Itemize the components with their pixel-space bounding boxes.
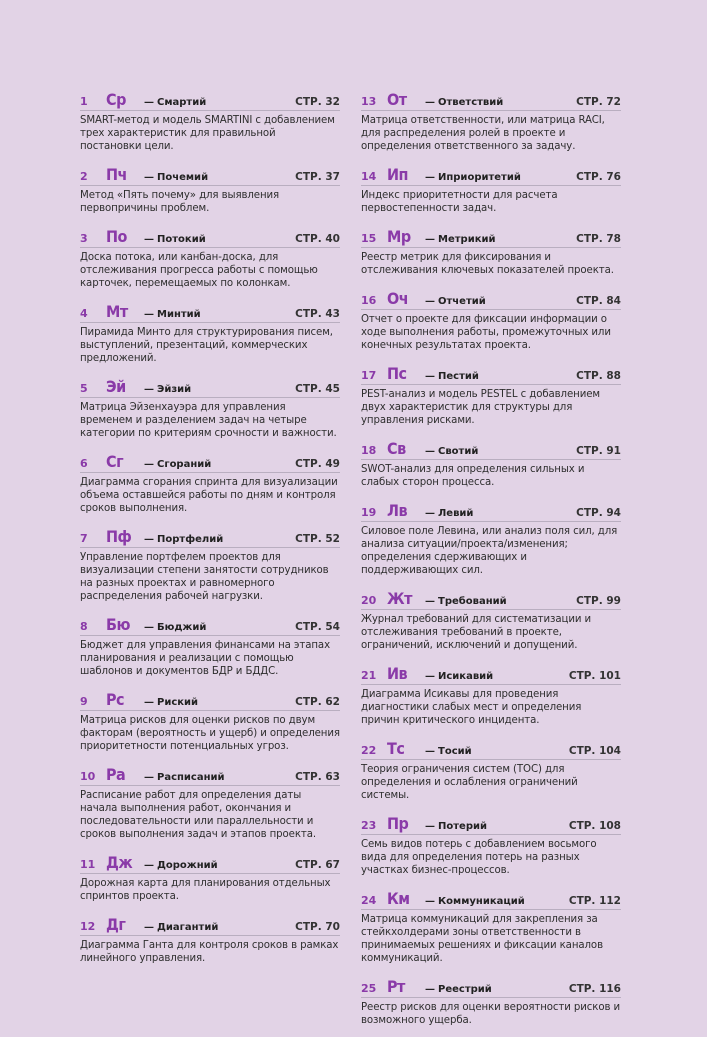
entry-page-ref: СТР. 99: [576, 595, 621, 607]
entry-name: Потокий: [157, 234, 206, 245]
entry-number: 10: [80, 770, 96, 783]
entry-title: [144, 384, 191, 395]
entry-dash: —: [144, 697, 154, 708]
entry-page-ref: СТР. 116: [568, 983, 621, 995]
entry-number: 21: [361, 669, 377, 682]
entry-symbol: Жт: [387, 589, 412, 608]
entry-header: [361, 437, 621, 460]
entry-page-ref: СТР. 49: [295, 458, 340, 470]
entry-page-ref: СТР. 94: [576, 507, 621, 519]
entry-symbol: Рт: [387, 977, 405, 996]
entry-description: PEST-анализ и модель PESTEL с добавлением двух характеристик для структуры для управления рисками.: [361, 389, 600, 426]
entry-title: [144, 922, 218, 933]
entry-header: [80, 913, 340, 936]
entry-dash: —: [144, 234, 154, 245]
entry-page-ref: СТР. 78: [576, 233, 621, 245]
entry-number: 17: [361, 369, 377, 382]
entry-header: [80, 225, 340, 248]
entry-name: Свотий: [438, 446, 479, 457]
entry-description: Реестр рисков для оценки вероятности рисков и возможного ущерба.: [361, 1002, 621, 1026]
entry-page-ref: СТР. 88: [576, 370, 621, 382]
entry-number: 18: [361, 444, 377, 457]
entry-title: [425, 97, 503, 108]
contents-entry: [361, 587, 621, 652]
entry-dash: —: [425, 446, 435, 457]
entry-title: [144, 697, 198, 708]
contents-entry: [80, 163, 340, 215]
entry-page-ref: СТР. 63: [295, 771, 340, 783]
entry-title: [425, 296, 486, 307]
entry-title: [144, 234, 206, 245]
entry-number: 19: [361, 506, 377, 519]
entry-symbol: Бю: [106, 615, 130, 634]
contents-entry: [361, 163, 621, 215]
entry-name: Метрикий: [438, 234, 496, 245]
entry-name: Дорожний: [157, 860, 218, 871]
entry-symbol: Тс: [387, 739, 405, 758]
entry-name: Смартий: [157, 97, 207, 108]
contents-entry: [80, 88, 340, 153]
entry-description: Управление портфелем проектов для визуализации степени занятости сотрудников на разных проектах и равномерного распределения рабочей нагрузки.: [80, 552, 329, 602]
entry-number: 25: [361, 982, 377, 995]
entry-dash: —: [425, 97, 435, 108]
entry-symbol: Сг: [106, 452, 124, 471]
entry-title: [425, 896, 525, 907]
entry-description: Матрица Эйзенхауэра для управления временем и разделением задач на четыре категории по критериям срочности и важности.: [80, 402, 337, 439]
entry-number: 20: [361, 594, 377, 607]
contents-entry: [361, 887, 621, 965]
entry-header: [80, 851, 340, 874]
contents-entry: [361, 437, 621, 489]
entry-symbol: От: [387, 90, 407, 109]
entry-page-ref: СТР. 104: [568, 745, 621, 757]
contents-entry: [361, 737, 621, 802]
entry-description: Доска потока, или канбан-доска, для отслеживания прогресса работы с помощью карточек, перемещаемых по колонкам.: [80, 252, 318, 289]
entry-number: 12: [80, 920, 96, 933]
entry-page-ref: СТР. 54: [295, 621, 340, 633]
entry-number: 14: [361, 170, 377, 183]
entry-description: Диаграмма Исикавы для проведения диагностики слабых мест и определения причин критического инцидента.: [361, 689, 582, 726]
entry-symbol: Св: [387, 439, 406, 458]
entry-title: [425, 746, 472, 757]
entry-page-ref: СТР. 52: [295, 533, 340, 545]
entry-title: [425, 508, 473, 519]
entry-dash: —: [425, 896, 435, 907]
entry-page-ref: СТР. 62: [295, 696, 340, 708]
entry-description: Расписание работ для определения даты начала выполнения работ, окончания и последовательности или параллельности и сроков выполнения задач и этапов проекта.: [80, 790, 317, 840]
entry-header: [361, 362, 621, 385]
entry-number: 15: [361, 232, 377, 245]
entry-description: Отчет о проекте для фиксации информации о ходе выполнения работы, промежуточных или конечных результатах проекта.: [361, 314, 611, 351]
entry-dash: —: [144, 534, 154, 545]
entry-title: [144, 459, 211, 470]
entry-name: Потерий: [438, 821, 487, 832]
entry-number: 2: [80, 170, 88, 183]
entry-symbol: Пр: [387, 814, 409, 833]
entry-name: Левий: [438, 508, 474, 519]
entry-title: [425, 596, 507, 607]
entry-name: Минтий: [157, 309, 201, 320]
entry-name: Диагантий: [157, 922, 219, 933]
entry-header: [361, 737, 621, 760]
entry-dash: —: [144, 97, 154, 108]
contents-entry: [80, 613, 340, 678]
entry-number: 5: [80, 382, 88, 395]
entry-description: SMART-метод и модель SMARTINI с добавлением трех характеристик для правильной постановки цели.: [80, 115, 335, 152]
entry-symbol: Ср: [106, 90, 126, 109]
entry-description: Силовое поле Левина, или анализ поля сил, для анализа ситуации/проекта/изменения; определения сдерживающих и поддерживающих сил.: [361, 526, 618, 576]
contents-entry: [361, 499, 621, 577]
entry-number: 16: [361, 294, 377, 307]
entry-symbol: Эй: [106, 377, 126, 396]
entry-header: [80, 613, 340, 636]
contents-entry: [361, 225, 621, 277]
entry-page-ref: СТР. 101: [568, 670, 621, 682]
entry-page-ref: СТР. 43: [295, 308, 340, 320]
entry-header: [361, 812, 621, 835]
entry-symbol: Оч: [387, 289, 409, 308]
entry-symbol: Ип: [387, 165, 408, 184]
entry-symbol: Рс: [106, 690, 125, 709]
entry-page-ref: СТР. 72: [576, 96, 621, 108]
entry-dash: —: [425, 234, 435, 245]
entry-header: [361, 975, 621, 998]
right-column: [361, 88, 621, 1037]
entry-number: 13: [361, 95, 377, 108]
entry-title: [425, 671, 493, 682]
entry-number: 4: [80, 307, 88, 320]
entry-symbol: Ив: [387, 664, 408, 683]
entry-dash: —: [144, 384, 154, 395]
entry-page-ref: СТР. 84: [576, 295, 621, 307]
entry-dash: —: [425, 371, 435, 382]
contents-entry: [80, 225, 340, 290]
contents-entry: [80, 688, 340, 753]
entry-description: Матрица коммуникаций для закрепления за стейкхолдерами зоны ответственности в принимаемых решениях и фиксации каналов коммуникаций.: [361, 914, 603, 964]
entry-dash: —: [425, 296, 435, 307]
entry-title: [144, 860, 218, 871]
entry-dash: —: [425, 596, 435, 607]
entry-number: 8: [80, 620, 88, 633]
entry-header: [80, 300, 340, 323]
contents-entry: [80, 851, 340, 903]
entry-name: Эйзий: [157, 384, 192, 395]
entry-page-ref: СТР. 32: [295, 96, 340, 108]
entry-header: [80, 525, 340, 548]
entry-page-ref: СТР. 70: [295, 921, 340, 933]
entry-dash: —: [144, 459, 154, 470]
entry-page-ref: СТР. 108: [568, 820, 621, 832]
entry-header: [361, 587, 621, 610]
entry-number: 11: [80, 858, 96, 871]
contents-entry: [361, 362, 621, 427]
entry-number: 22: [361, 744, 377, 757]
entry-name: Риский: [157, 697, 199, 708]
entry-name: Портфелий: [157, 534, 224, 545]
entry-symbol: Лв: [387, 501, 408, 520]
entry-description: Пирамида Минто для структурирования писем, выступлений, презентаций, коммерческих предложений.: [80, 327, 333, 364]
entry-name: Отчетий: [438, 296, 486, 307]
entry-page-ref: СТР. 91: [576, 445, 621, 457]
entry-symbol: По: [106, 227, 127, 246]
entry-dash: —: [425, 746, 435, 757]
entry-name: Иприоритетий: [438, 172, 521, 183]
entry-description: Дорожная карта для планирования отдельных спринтов проекта.: [80, 878, 331, 902]
entry-header: [361, 287, 621, 310]
entry-name: Тосий: [438, 746, 472, 757]
entry-description: Журнал требований для систематизации и отслеживания требований в проекте, ограничений, исключений и допущений.: [361, 614, 592, 651]
entry-description: Бюджет для управления финансами на этапах планирования и реализации с помощью шаблонов и документов БДР и БДДС.: [80, 640, 331, 677]
entry-header: [361, 887, 621, 910]
entry-number: 9: [80, 695, 88, 708]
contents-entry: [80, 763, 340, 841]
entry-description: Матрица ответственности, или матрица RACI, для распределения ролей в проекте и определения ответственного за задачу.: [361, 115, 605, 152]
entry-name: Бюджий: [157, 622, 207, 633]
entry-dash: —: [144, 922, 154, 933]
entry-description: Диаграмма сгорания спринта для визуализации объема оставшейся работы по дням и контроля сроков выполнения.: [80, 477, 338, 514]
entry-header: [80, 688, 340, 711]
entry-number: 7: [80, 532, 88, 545]
entry-name: Ответствий: [438, 97, 504, 108]
entry-page-ref: СТР. 67: [295, 859, 340, 871]
left-column: [80, 88, 340, 975]
entry-description: Семь видов потерь с добавлением восьмого вида для определения потерь на разных участках бизнес-процессов.: [361, 839, 597, 876]
entry-symbol: Пф: [106, 527, 132, 546]
entry-dash: —: [425, 508, 435, 519]
entry-dash: —: [425, 671, 435, 682]
entry-symbol: Мт: [106, 302, 128, 321]
entry-title: [144, 772, 225, 783]
entry-dash: —: [425, 984, 435, 995]
entry-dash: —: [425, 821, 435, 832]
entry-page-ref: СТР. 37: [295, 171, 340, 183]
entry-number: 24: [361, 894, 377, 907]
entry-dash: —: [144, 622, 154, 633]
entry-dash: —: [144, 772, 154, 783]
entry-name: Сгораний: [157, 459, 212, 470]
contents-entry: [361, 88, 621, 153]
entry-header: [80, 375, 340, 398]
entry-title: [144, 309, 201, 320]
entry-name: Расписаний: [157, 772, 225, 783]
entry-description: SWOT-анализ для определения сильных и слабых сторон процесса.: [361, 464, 585, 488]
entry-title: [425, 446, 478, 457]
entry-title: [144, 622, 206, 633]
entry-name: Пестий: [438, 371, 479, 382]
entry-symbol: Пс: [387, 364, 407, 383]
contents-entry: [80, 450, 340, 515]
entry-description: Матрица рисков для оценки рисков по двум факторам (вероятность и ущерб) и определения приоритетности потенциальных угроз.: [80, 715, 340, 752]
contents-entry: [361, 287, 621, 352]
entry-header: [361, 88, 621, 111]
entry-header: [80, 88, 340, 111]
entry-title: [425, 984, 492, 995]
entry-title: [425, 371, 479, 382]
entry-symbol: Дг: [106, 915, 126, 934]
entry-header: [361, 163, 621, 186]
contents-entry: [361, 975, 621, 1027]
contents-entry: [80, 913, 340, 965]
entry-dash: —: [144, 309, 154, 320]
entry-name: Почемий: [157, 172, 209, 183]
contents-entry: [80, 300, 340, 365]
entry-number: 1: [80, 95, 88, 108]
entry-dash: —: [144, 172, 154, 183]
entry-header: [80, 763, 340, 786]
entry-title: [144, 97, 206, 108]
entry-title: [425, 172, 521, 183]
entry-symbol: Км: [387, 889, 410, 908]
entry-dash: —: [144, 860, 154, 871]
entry-title: [425, 821, 487, 832]
entry-description: Метод «Пять почему» для выявления первопричины проблем.: [80, 190, 280, 214]
entry-symbol: Дж: [106, 853, 133, 872]
entry-symbol: Пч: [106, 165, 127, 184]
entry-number: 23: [361, 819, 377, 832]
entry-symbol: Ра: [106, 765, 126, 784]
entry-title: [144, 172, 208, 183]
entry-header: [361, 662, 621, 685]
contents-entry: [361, 812, 621, 877]
entry-name: Требований: [438, 596, 507, 607]
entry-number: 6: [80, 457, 88, 470]
contents-entry: [80, 525, 340, 603]
entry-header: [361, 225, 621, 248]
entry-name: Коммуникаций: [438, 896, 525, 907]
entry-header: [80, 163, 340, 186]
entry-description: Теория ограничения систем (TOC) для определения и ослабления ограничений системы.: [361, 764, 578, 801]
contents-entry: [80, 375, 340, 440]
entry-header: [80, 450, 340, 473]
entry-title: [144, 534, 223, 545]
contents-entry: [361, 662, 621, 727]
entry-description: Диаграмма Ганта для контроля сроков в рамках линейного управления.: [80, 940, 339, 964]
entry-name: Исикавий: [438, 671, 494, 682]
entry-title: [425, 234, 496, 245]
entry-description: Индекс приоритетности для расчета первостепенности задач.: [361, 190, 558, 214]
entry-description: Реестр метрик для фиксирования и отслеживания ключевых показателей проекта.: [361, 252, 614, 276]
entry-dash: —: [425, 172, 435, 183]
entry-name: Реестрий: [438, 984, 492, 995]
entry-page-ref: СТР. 40: [295, 233, 340, 245]
entry-number: 3: [80, 232, 88, 245]
entry-page-ref: СТР. 76: [576, 171, 621, 183]
entry-header: [361, 499, 621, 522]
entry-page-ref: СТР. 45: [295, 383, 340, 395]
entry-page-ref: СТР. 112: [568, 895, 621, 907]
entry-symbol: Мр: [387, 227, 411, 246]
